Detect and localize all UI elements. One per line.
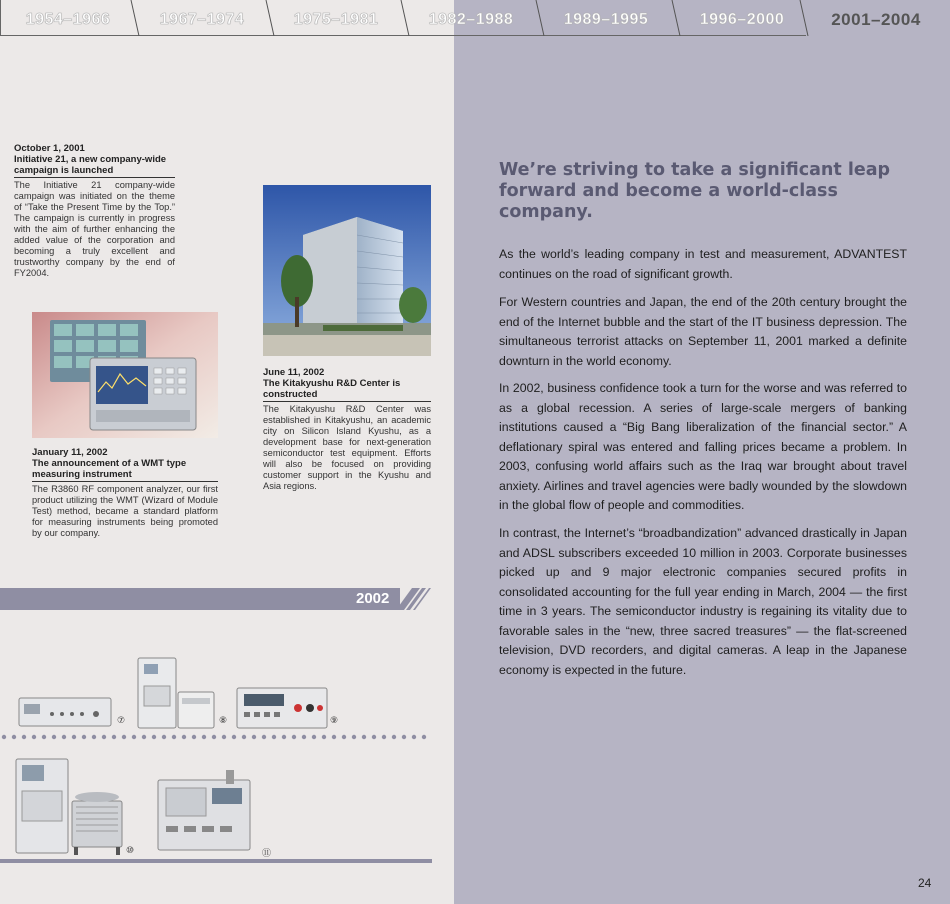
event-initiative-21: [14, 143, 175, 279]
page-number: 24: [918, 876, 932, 890]
product-image-7: [18, 694, 112, 728]
paragraph-2: For Western countries and Japan, the end of the 20th century brought the end of the Internet bubble and the start of the IT business depression. The simultaneous terrorist attacks on September 11, 2001 marked a definite downturn in the world economy.: [499, 295, 907, 368]
product-number: ⑦: [117, 716, 126, 726]
bottom-rule: [0, 859, 432, 863]
year-bar-slash-decoration: [396, 588, 432, 610]
paragraph-4: In contrast, the Internet’s “broadbandization” advanced drastically in Japan and ADSL subscribers exceeded 10 million in 2003. Corporate businesses picked up and 9 major electronic companies secured profits in consolidated accounting for the full year ending in March, 2004 — the first time in 3 years. The semiconductor industry is regaining its vitality due to favorable sales in the “new, three sacred treasures” — the flat-screened television, DVD recorders, and digital cameras. A leap in the Japanese economy is expected in the future.: [499, 526, 907, 677]
tab-2001-2004[interactable]: 2001–2004: [831, 10, 921, 29]
era-tab-bar: [0, 0, 950, 36]
product-number: ⑪: [262, 849, 272, 859]
event-date: October 1, 2001: [14, 143, 85, 154]
event-date: January 11, 2002: [32, 447, 108, 458]
year-bar: [0, 588, 400, 610]
tab-1975-1981[interactable]: 1975–1981: [293, 11, 379, 28]
product-number: ⑧: [219, 716, 228, 726]
product-image-11: [156, 770, 256, 854]
tab-bar-left-rule: [0, 0, 1, 36]
event-wmt-announcement: [32, 447, 218, 539]
kitakyushu-building-photo: [263, 185, 431, 356]
event-body: The Kitakyushu R&D Center was established in Kitakyushu, an academic city on Silicon Island Kyushu, as a development base for next-generation semiconductor test equipment. Efforts will also be focused on providing customer support in the Kyushu and Asia regions.: [263, 404, 431, 491]
event-date: June 11, 2002: [263, 367, 325, 378]
event-kitakyushu-center: [263, 367, 431, 492]
event-headline: The Kitakyushu R&D Center is constructed: [263, 378, 431, 402]
paragraph-3: In 2002, business confidence took a turn for the worse and was referred to as a global recession. A series of large-scale mergers of banking institutions caused a “Big Bang liberalization of the financial sector.” A deflationary spiral was entered and falling prices became a problem. In 2003, confusing world affairs such as the Iraq war brought about travel anxiety. Airlines and travel agencies were badly wounded by the slowdown in the global flow of people and commodities.: [499, 381, 907, 512]
product-number: ⑩: [126, 846, 135, 856]
tab-1982-1988[interactable]: 1982–1988: [428, 11, 514, 28]
tab-1954-1966[interactable]: 1954–1966: [25, 11, 111, 28]
event-body: The R3860 RF component analyzer, our first product utilizing the WMT (Wizard of Module Test) method, became a standard platform for measuring instruments being promoted by our company.: [32, 484, 218, 538]
event-headline: The announcement of a WMT type measuring instrument: [32, 458, 218, 482]
dotted-divider: [0, 733, 440, 741]
product-image-8: [136, 656, 216, 732]
event-headline: Initiative 21, a new company-wide campaign is launched: [14, 154, 175, 178]
page-headline: We’re striving to take a significant leap forward and become a world-class company.: [499, 160, 891, 222]
wmt-instrument-photo: [32, 312, 218, 438]
paragraph-1: As the world’s leading company in test and measurement, ADVANTEST continues on the road of significant growth.: [499, 247, 907, 281]
product-image-9: [236, 686, 328, 730]
year-label: 2002: [356, 590, 390, 607]
event-body: The Initiative 21 company-wide campaign was initiated on the theme of “Take the Present Time by the Top.” The campaign is currently in progress with the aim of further enhancing the added value of the corporation and becoming a truly excellent and trustworthy company by the end of FY2004.: [14, 180, 175, 278]
tab-1996-2000[interactable]: 1996–2000: [699, 11, 785, 28]
product-number: ⑨: [330, 716, 339, 726]
tab-1989-1995[interactable]: 1989–1995: [563, 11, 649, 28]
tab-1967-1974[interactable]: 1967–1974: [159, 11, 245, 28]
product-image-10: [14, 757, 126, 859]
